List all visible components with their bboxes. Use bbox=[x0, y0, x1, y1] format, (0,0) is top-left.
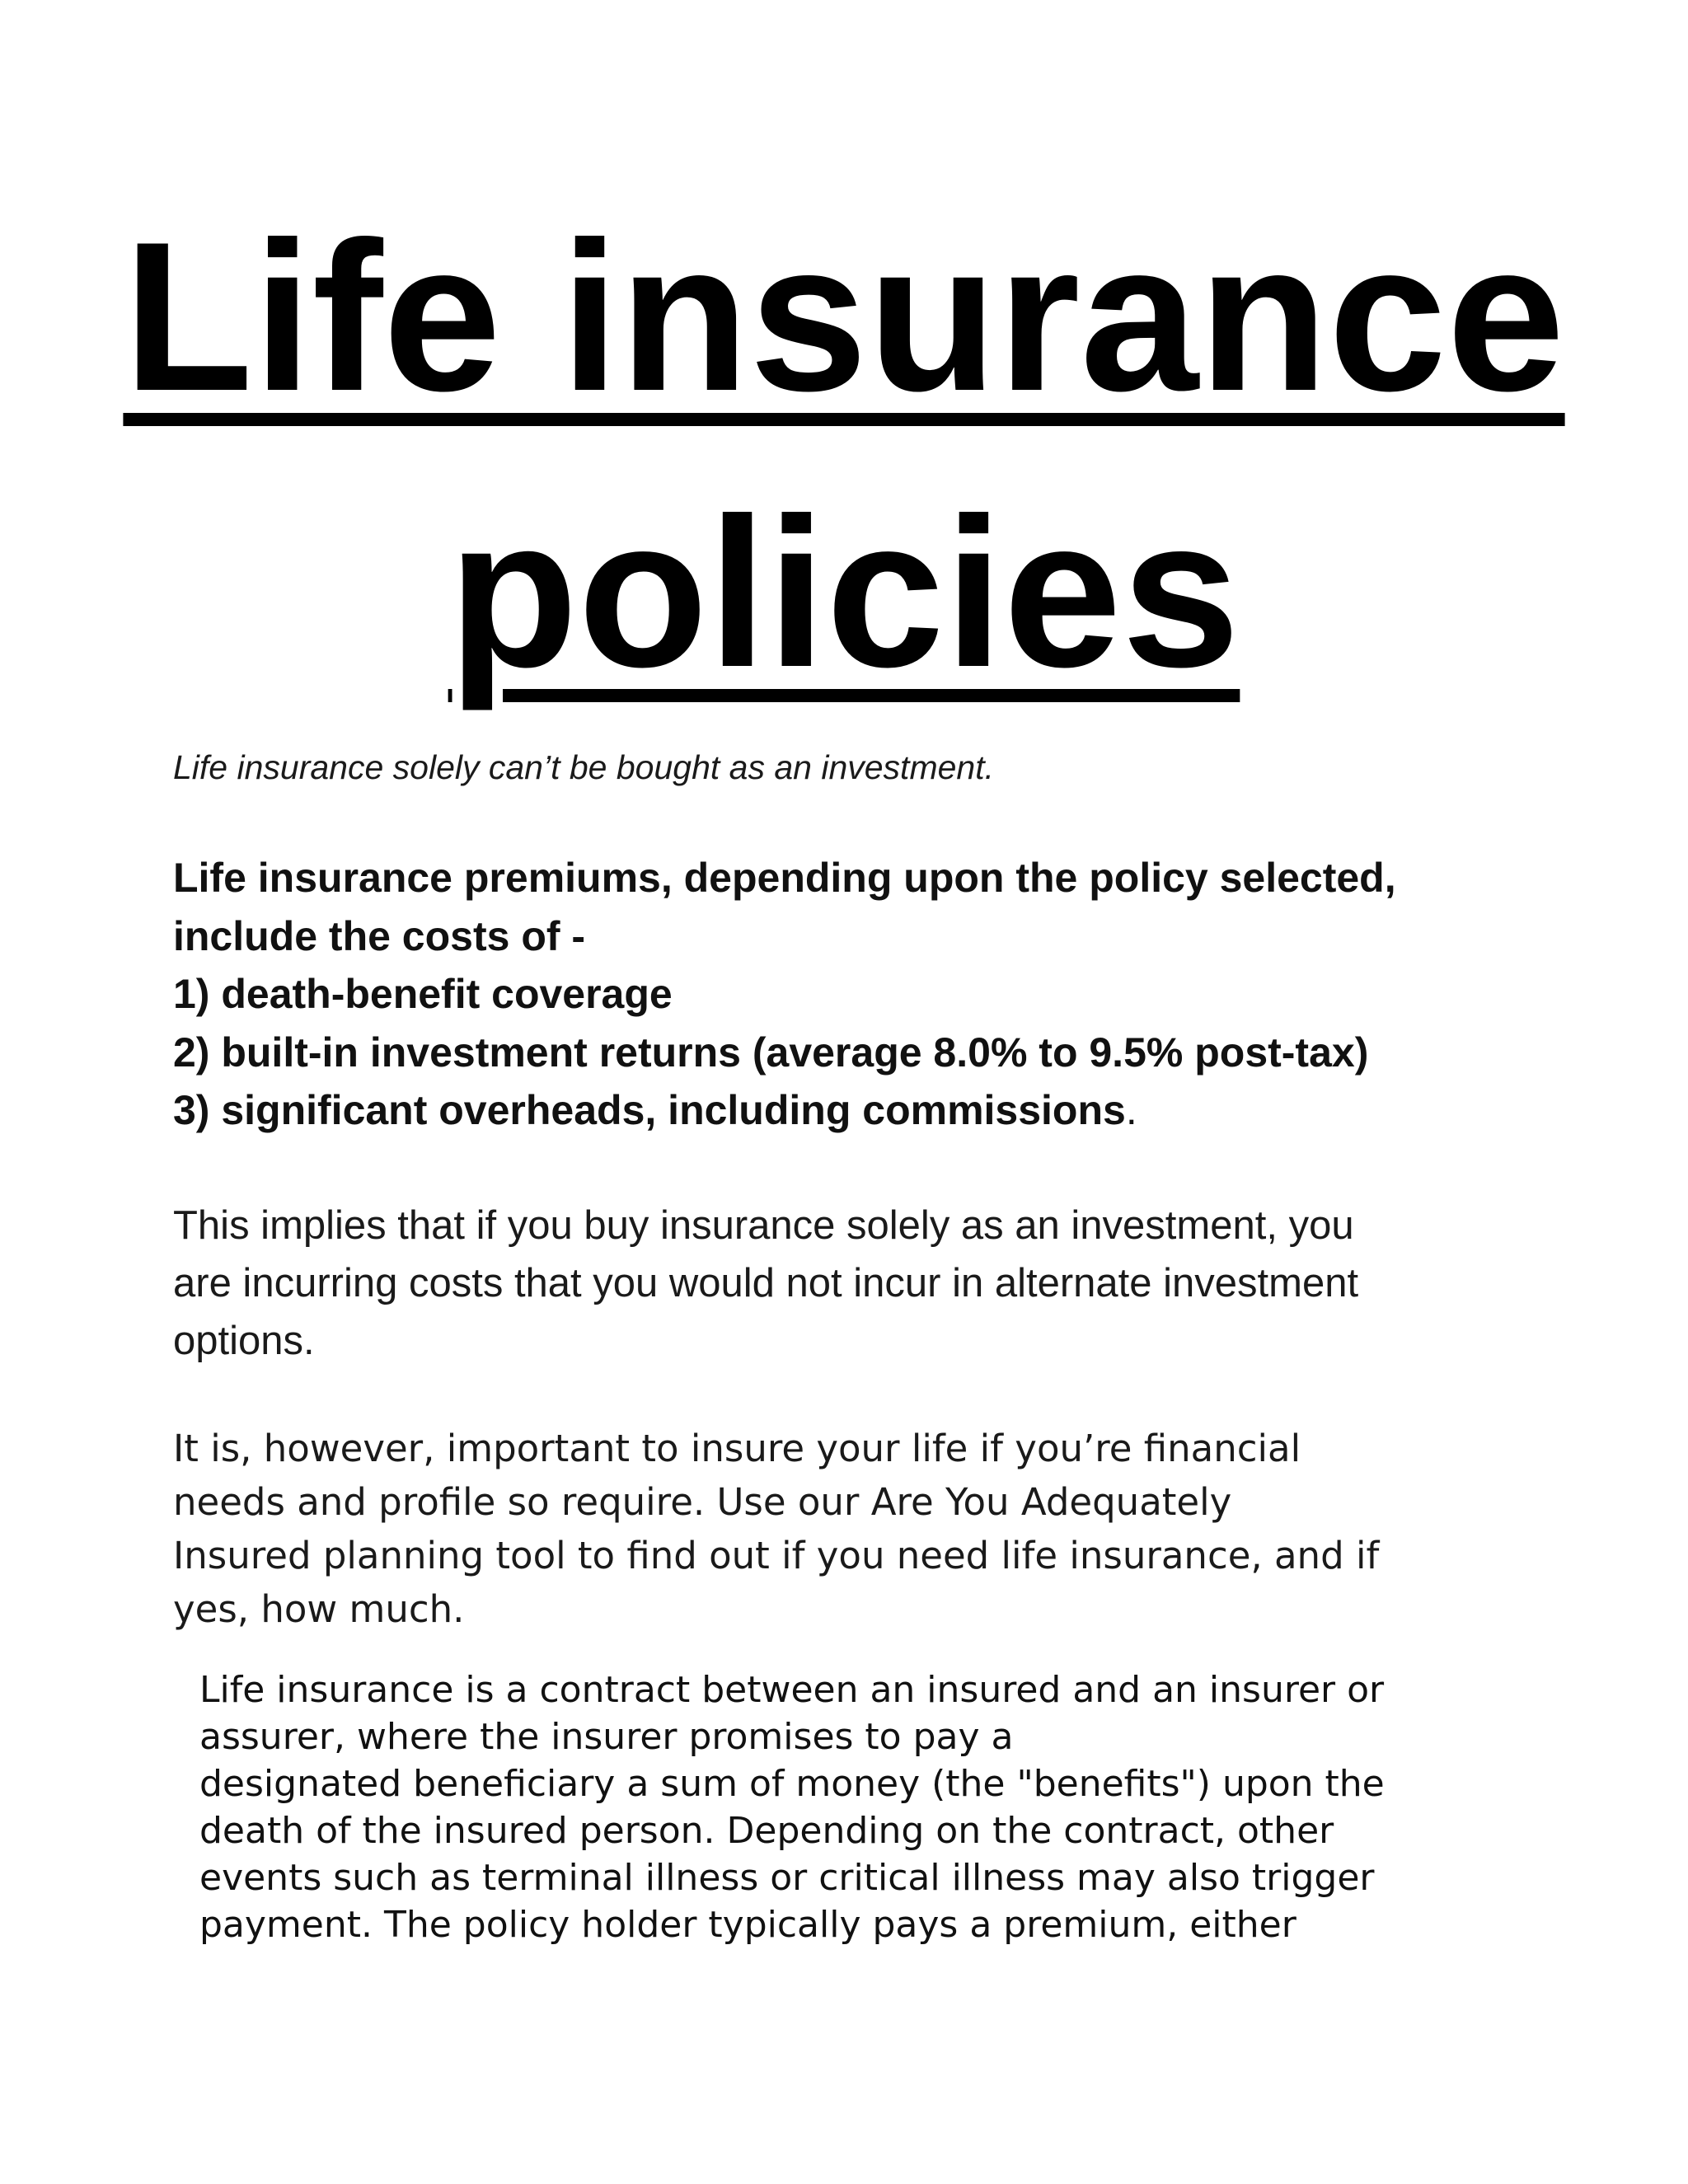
premiums-item-1: 1) death-benefit coverage bbox=[173, 971, 673, 1017]
paragraph-definition: Life insurance is a contract between an insured and an insurer or assurer, where the insurer promises to pay a designated beneficiary a sum of money (the "benefits") upon the death of the insured person. Depending on the contract, other events such as terminal illness or critical illness may also trigger payment. The policy holder typically pays a premium, either bbox=[199, 1669, 1385, 1946]
intro-italic-note: Life insurance solely can’t be bought as an investment. bbox=[173, 748, 994, 786]
title-line-2: policies bbox=[448, 473, 1240, 711]
title-line-1: Life insurance bbox=[123, 197, 1565, 435]
premiums-item-3: 3) significant overheads, including commissions. bbox=[173, 1087, 1137, 1133]
premiums-heading-line-1: Life insurance premiums, depending upon the policy selected, bbox=[173, 855, 1396, 901]
premiums-item-2: 2) built-in investment returns (average 8.0% to 9.5% post-tax) bbox=[173, 1029, 1369, 1076]
paragraph-investment-costs: This implies that if you buy insurance solely as an investment, you are incurring costs that you would not incur in alternate investment options. bbox=[173, 1203, 1359, 1363]
premiums-heading-line-2: include the costs of - bbox=[173, 912, 586, 959]
premiums-list bbox=[173, 849, 1574, 1140]
paragraph-insure-your-life: It is, however, important to insure your life if you’re financial needs and profile so require. Use our Are You Adequately Insured planning tool to find out if you need life insurance, and if yes, how much. bbox=[173, 1427, 1380, 1631]
